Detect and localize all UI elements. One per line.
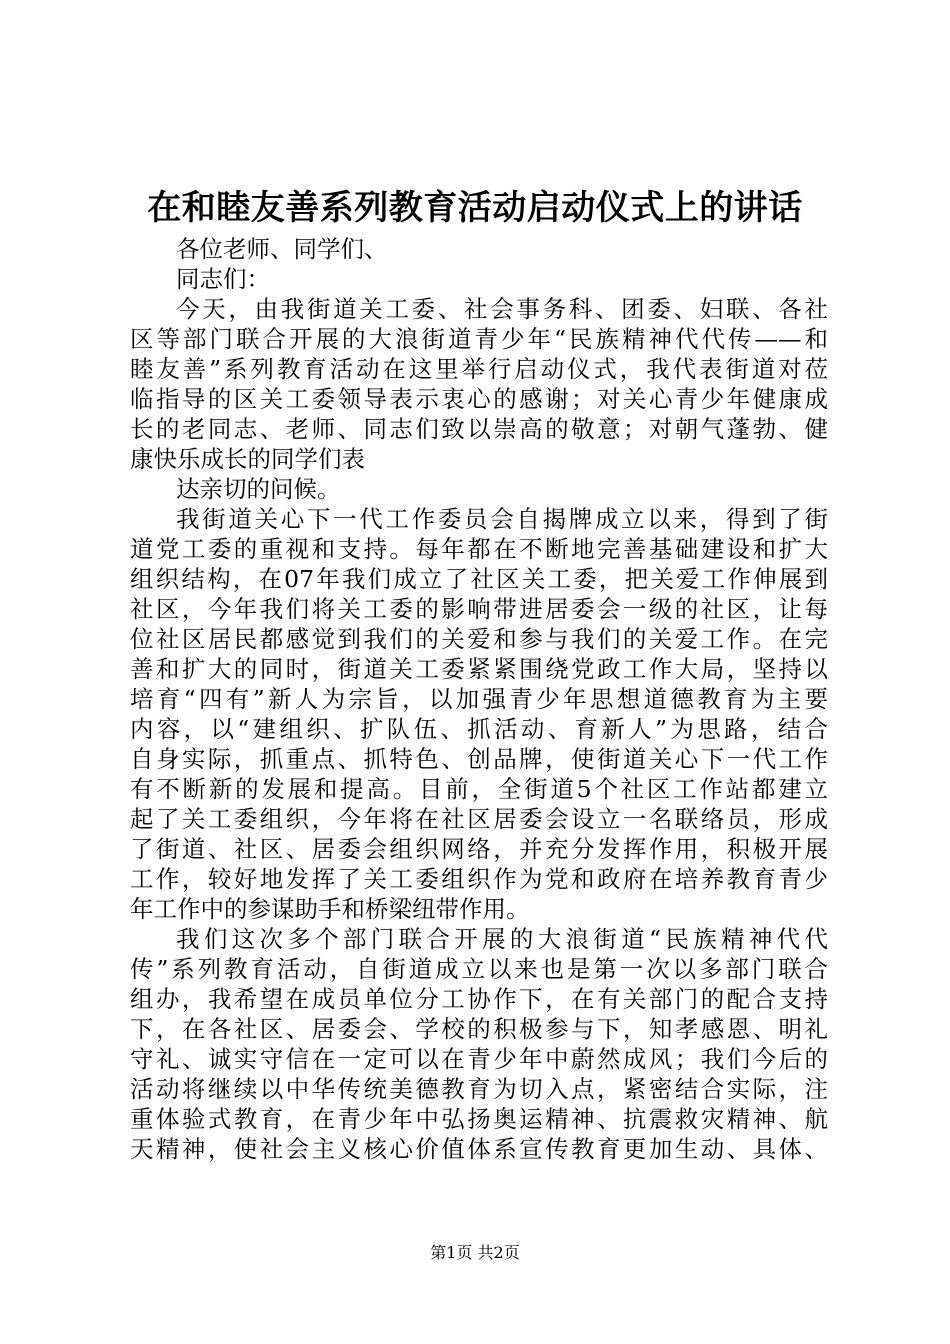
paragraph-line: 年工作中的参谋助手和桥梁纽带作用。 — [130, 895, 530, 923]
paragraph-line: 我们这次多个部门联合开展的大浪街道“民族精神代代 — [176, 925, 828, 953]
paragraph-line: 组织结构，在07年我们成立了社区关工委，把关爱工作伸展到 — [130, 565, 828, 593]
page-number-footer: 第1页 共2页 — [430, 1243, 520, 1262]
document-title: 在和睦友善系列教育活动启动仪式上的讲话 — [147, 188, 803, 228]
paragraph-line: 区等部门联合开展的大浪街道青少年“民族精神代代传——和 — [130, 325, 828, 353]
paragraph-line: 自身实际，抓重点、抓特色、创品牌，使街道关心下一代工作 — [130, 745, 828, 773]
paragraph-line: 有不断新的发展和提高。目前，全街道5个社区工作站都建立 — [130, 775, 828, 803]
document-body — [130, 234, 828, 1164]
paragraph-line: 位社区居民都感觉到我们的关爱和参与我们的关爱工作。在完 — [130, 625, 828, 653]
paragraph-line: 了街道、社区、居委会组织网络，并充分发挥作用，积极开展 — [130, 835, 828, 863]
paragraph-line: 组办，我希望在成员单位分工协作下，在有关部门的配合支持 — [130, 985, 828, 1013]
paragraph-line: 守礼、诚实守信在一定可以在青少年中蔚然成风；我们今后的 — [130, 1045, 828, 1073]
paragraph-line: 达亲切的问候。 — [176, 475, 341, 503]
paragraph-line: 传”系列教育活动，自街道成立以来也是第一次以多部门联合 — [130, 955, 828, 983]
paragraph-line: 天精神，使社会主义核心价值体系宣传教育更加生动、具体、 — [130, 1135, 828, 1163]
salutation-line: 各位老师、同学们、 — [176, 235, 388, 263]
paragraph-line: 善和扩大的同时，街道关工委紧紧围绕党政工作大局，坚持以 — [130, 655, 828, 683]
paragraph-line: 康快乐成长的同学们表 — [130, 445, 365, 473]
paragraph-line: 社区，今年我们将关工委的影响带进居委会一级的社区，让每 — [130, 595, 828, 623]
paragraph-line: 我街道关心下一代工作委员会自揭牌成立以来，得到了街 — [176, 505, 828, 533]
salutation-line: 同志们： — [176, 265, 270, 293]
paragraph-line: 内容，以“建组织、扩队伍、抓活动、育新人”为思路，结合 — [130, 715, 828, 743]
paragraph-line: 活动将继续以中华传统美德教育为切入点，紧密结合实际，注 — [130, 1075, 828, 1103]
paragraph-line: 道党工委的重视和支持。每年都在不断地完善基础建设和扩大 — [130, 535, 828, 563]
paragraph-line: 临指导的区关工委领导表示衷心的感谢；对关心青少年健康成 — [130, 385, 828, 413]
paragraph-line: 培育“四有”新人为宗旨，以加强青少年思想道德教育为主要 — [130, 685, 828, 713]
paragraph-line: 重体验式教育，在青少年中弘扬奥运精神、抗震救灾精神、航 — [130, 1105, 828, 1133]
paragraph-line: 起了关工委组织，今年将在社区居委会设立一名联络员，形成 — [130, 805, 828, 833]
paragraph-line: 下，在各社区、居委会、学校的积极参与下，知孝感恩、明礼 — [130, 1015, 828, 1043]
paragraph-line: 睦友善”系列教育活动在这里举行启动仪式，我代表街道对莅 — [130, 355, 828, 383]
paragraph-line: 长的老同志、老师、同志们致以崇高的敬意；对朝气蓬勃、健 — [130, 415, 828, 443]
paragraph-line: 今天，由我街道关工委、社会事务科、团委、妇联、各社 — [176, 295, 828, 323]
paragraph-line: 工作，较好地发挥了关工委组织作为党和政府在培养教育青少 — [130, 865, 828, 893]
